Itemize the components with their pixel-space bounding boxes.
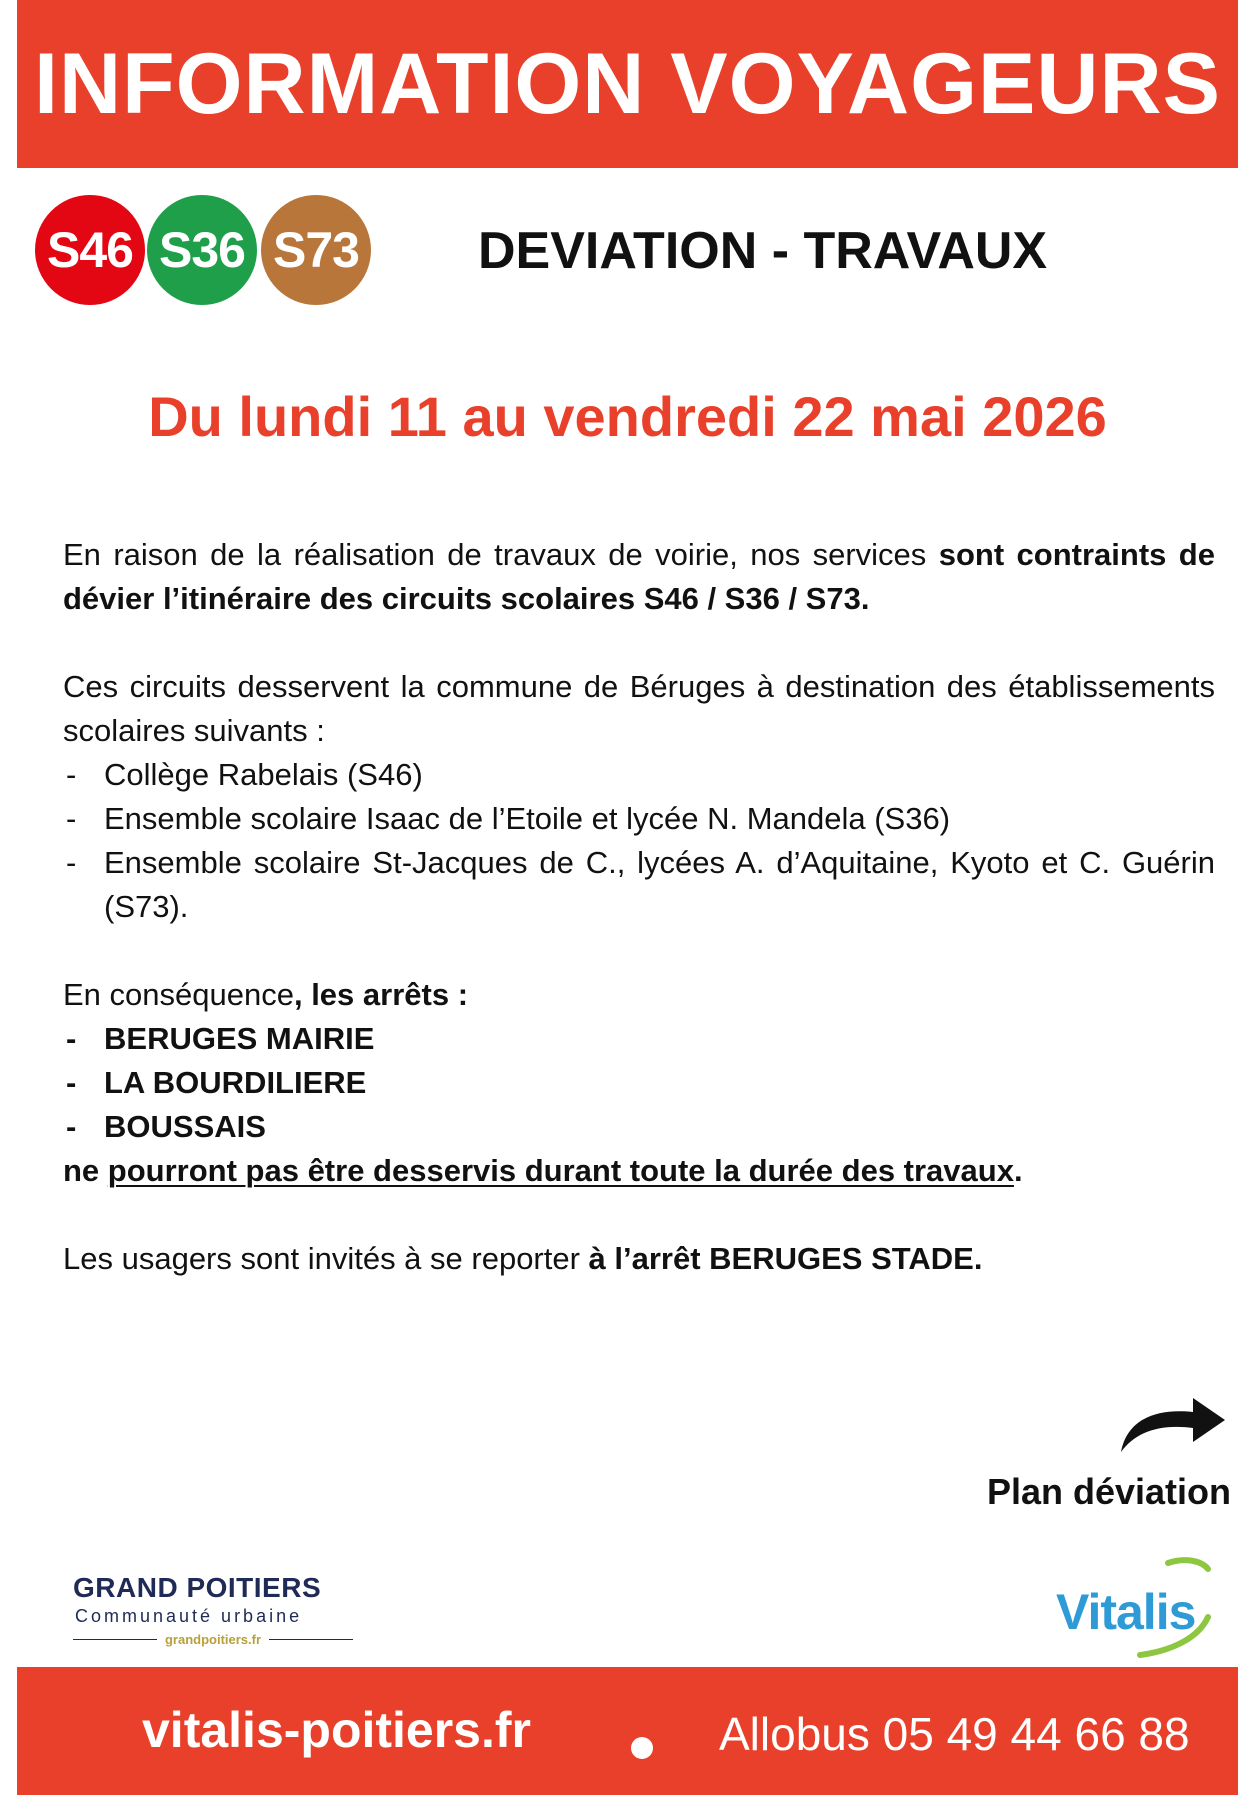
- line-badge-label: S73: [273, 222, 359, 278]
- curved-arrow-right-icon[interactable]: [1115, 1390, 1230, 1460]
- footer-banner: [17, 1667, 1238, 1795]
- allobus-phone[interactable]: Allobus 05 49 44 66 88: [719, 1708, 1190, 1760]
- list-item: - Ensemble scolaire Isaac de l’Etoile et lycée N. Mandela (S36): [63, 797, 1215, 841]
- redirect-bold: à l’arrêt BERUGES STADE.: [588, 1241, 983, 1276]
- circuits-paragraph: Ces circuits desservent la commune de Béruges à destination des établissements scolaires suivants :: [63, 669, 1215, 748]
- schools-list: [63, 753, 1215, 929]
- date-range: Du lundi 11 au vendredi 22 mai 2026: [148, 385, 1107, 448]
- svg-text:Vitalis: Vitalis: [1056, 1584, 1196, 1640]
- line-badge-s73: [261, 195, 371, 305]
- list-item: - Ensemble scolaire St-Jacques de C., lycées A. d’Aquitaine, Kyoto et C. Guérin (S73).: [63, 841, 1215, 929]
- grand-poitiers-url: grandpoitiers.fr: [164, 1632, 262, 1647]
- intro-bold-text: sont contraints de dévier l’itinéraire des circuits scolaires S46 / S36 / S73.: [63, 537, 1215, 616]
- list-item: - Collège Rabelais (S46): [63, 753, 1215, 797]
- closing-underlined: pourront pas être desservis durant toute la durée des travaux: [107, 1153, 1014, 1188]
- line-badge-label: S46: [47, 222, 133, 278]
- redirect-text: Les usagers sont invités à se reporter: [63, 1241, 589, 1276]
- page-title: INFORMATION VOYAGEURS: [34, 36, 1221, 132]
- stop-item: - BOUSSAIS: [63, 1105, 1215, 1149]
- stop-item: - LA BOURDILIERE: [63, 1061, 1215, 1105]
- consequence-bold: , les arrêts :: [293, 977, 469, 1012]
- consequence-paragraph: [63, 973, 1215, 1017]
- grand-poitiers-title: GRAND POITIERS: [73, 1572, 322, 1603]
- notice-body: [63, 533, 1215, 1281]
- intro-paragraph: [63, 533, 1215, 621]
- grand-poitiers-logo: [73, 1572, 353, 1652]
- closing-end: .: [1013, 1153, 1023, 1188]
- closing-line: [63, 1149, 1215, 1193]
- vitalis-logo: [1050, 1555, 1225, 1665]
- closing-ne: ne: [63, 1153, 108, 1188]
- grand-poitiers-subtitle: Communauté urbaine: [75, 1606, 303, 1626]
- line-badge-s36: [147, 195, 257, 305]
- plan-deviation-link[interactable]: Plan déviation: [986, 1471, 1231, 1512]
- redirect-paragraph: [63, 1237, 1215, 1281]
- header-banner: [17, 0, 1238, 168]
- bullet-dot: [631, 1737, 653, 1759]
- website-link[interactable]: vitalis-poitiers.fr: [142, 1702, 531, 1758]
- line-badge-label: S36: [159, 222, 245, 278]
- notice-subtitle: DEVIATION - TRAVAUX: [478, 222, 1048, 280]
- intro-text: En raison de la réalisation de travaux de voirie, nos services: [63, 537, 939, 572]
- stop-item: - BERUGES MAIRIE: [63, 1017, 1215, 1061]
- line-badge-s46: [35, 195, 145, 305]
- consequence-prefix: En conséquence: [63, 977, 294, 1012]
- stops-list: [63, 1017, 1215, 1149]
